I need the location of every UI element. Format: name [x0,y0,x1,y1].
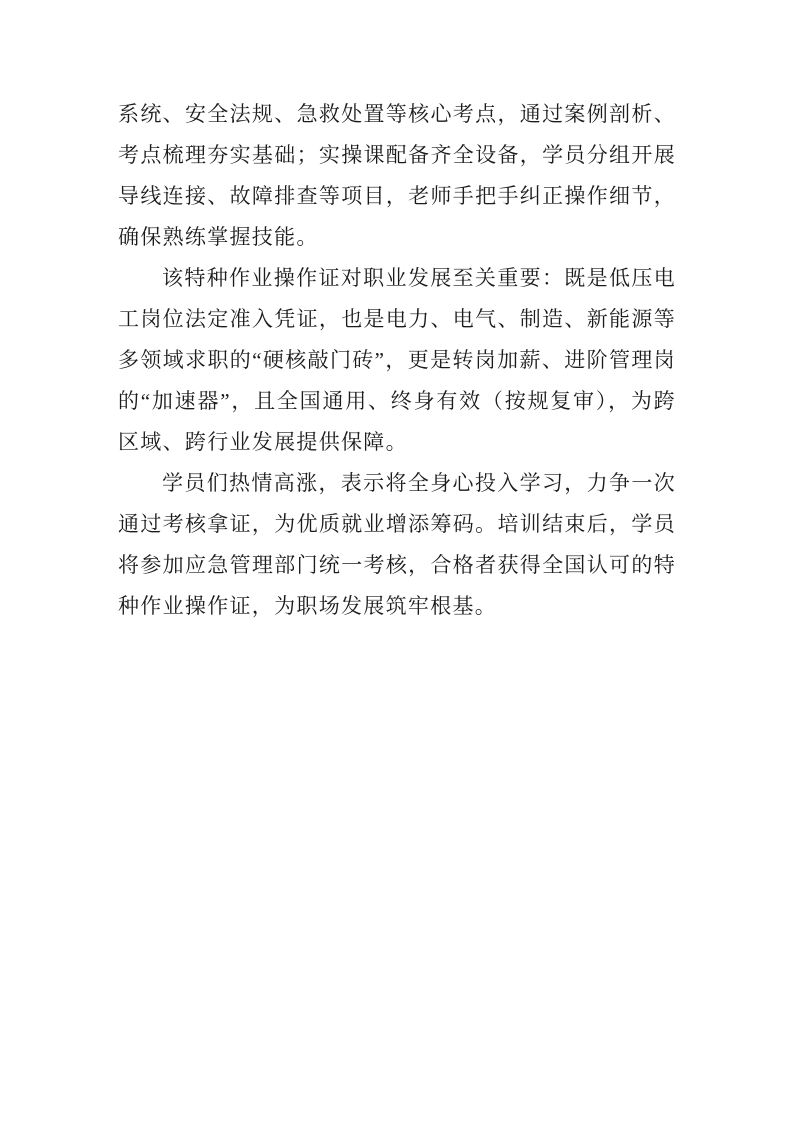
paragraph-certificate-importance: 该特种作业操作证对职业发展至关重要：既是低压电工岗位法定准入凭证，也是电力、电气、制造、新能源等多领域求职的“硬核敲门砖”，更是转岗加薪、进阶管理岗的“加速器”，且全国通用、终身有效（按规复审），为跨区域、跨行业发展提供保障。 [118,266,676,454]
paragraph-continuation: 系统、安全法规、急救处置等核心考点，通过案例剖析、考点梳理夯实基础；实操课配备齐全设备，学员分组开展导线连接、故障排查等项目，老师手把手纠正操作细节，确保熟练掌握技能。 [118,102,676,249]
document-body [118,94,676,627]
paragraph-trainee-outlook: 学员们热情高涨，表示将全身心投入学习，力争一次通过考核拿证，为优质就业增添筹码。培训结束后，学员将参加应急管理部门统一考核，合格者获得全国认可的特种作业操作证，为职场发展筑牢根基。 [118,471,676,618]
